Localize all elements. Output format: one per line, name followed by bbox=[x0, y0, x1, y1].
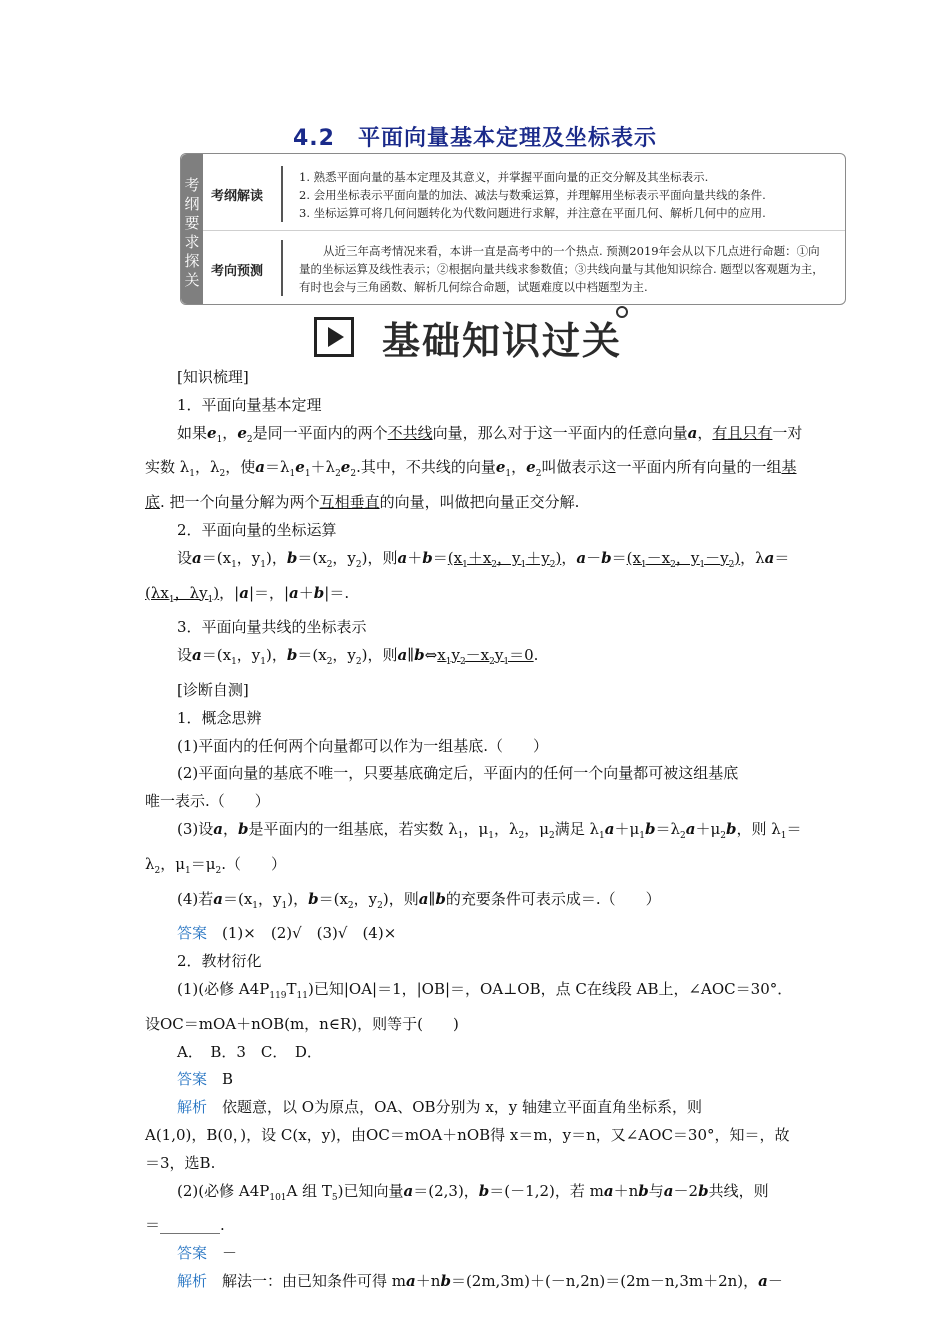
question-4: (4)若$a=(x_1$，$y_1$)，$b=(x_2$，$y_2$)，则a∥b的充要条件可表示成＝.（ ） bbox=[177, 889, 661, 911]
question-2-cont: 唯一表示.（ ） bbox=[145, 792, 270, 811]
coordinate-paragraph: 设$a=(x_1$，$y_1$)，$b=(x_2$，$y_2$)，则$a+b=(x_1+x_2$，$y_1+y_2$)，$a-b=(x_1-x_2$，$y_1-y_2$)，$\lambda a=(\lambda x_1$，$\lambda y_1$)，|a|＝，|a＋b|＝. bbox=[145, 548, 790, 605]
topic-heading: 2．教材衍化 bbox=[177, 952, 262, 971]
topic-heading: 1．平面向量基本定理 bbox=[177, 395, 322, 414]
row-divider bbox=[281, 240, 283, 296]
forecast-text bbox=[299, 242, 835, 296]
topic-heading: 2．平面向量的坐标运算 bbox=[177, 520, 337, 539]
answer-options: A． B．3 C． D． bbox=[177, 1042, 322, 1061]
exam-outline-box bbox=[180, 153, 846, 305]
row-divider bbox=[281, 166, 283, 222]
forecast-line: 量的坐标运算及线性表示；②根据向量共线求参数值；③共线向量与其他知识综合. 题型以客观题为主， bbox=[299, 262, 824, 276]
section-heading: [诊断自测] bbox=[177, 680, 249, 699]
answer-line: 答案 － bbox=[177, 1244, 238, 1263]
outline-line: 3. 坐标运算可将几何问题转化为代数问题进行求解，并注意在平面几何、解析几何中的应用. bbox=[299, 206, 766, 220]
topic-heading: 3．平面向量共线的坐标表示 bbox=[177, 618, 367, 637]
answer-line: 答案 B bbox=[177, 1070, 234, 1089]
page-title: 4.2 平面向量基本定理及坐标表示 bbox=[293, 126, 657, 151]
textbook-question-2-cont: ＝________. bbox=[145, 1216, 225, 1235]
theorem-paragraph: 如果$e_1$，$e_2$是同一平面内的两个不共线向量，那么对于这一平面内的任意向量a，有且只有一对实数 $\lambda_1$，$\lambda_2$，使$a=\lambda_1e_1+\lambda_2e_2$.其中，不共线的向量$e_1$，$e_2$叫做表示这一平面内所有向量的一组基底. 把一个向量分解为两个互相垂直的向量，叫做把向量正交分解. bbox=[145, 423, 803, 512]
banner-title bbox=[382, 310, 622, 365]
textbook-question-1: (1)(必修 $A4P_{119}T_{11}$)已知|OA|＝1，|OB|＝，OA⊥OB，点 C在线段 AB上，∠AOC＝30°． bbox=[177, 979, 793, 1001]
row-label-forecast: 考向预测 bbox=[211, 264, 264, 279]
forecast-line: 有时也会与三角函数、解析几何综合命题，试题难度以中档题型为主. bbox=[299, 280, 648, 294]
explanation-line: ＝3，选B. bbox=[145, 1153, 216, 1172]
forecast-line: 从近三年高考情况来看，本讲一直是高考中的一个热点. 预测2019年会从以下几点进行命题：①向 bbox=[323, 244, 820, 258]
answer-line: 答案 (1)× (2)√ (3)√ (4)× bbox=[177, 924, 397, 943]
outline-line: 2. 会用坐标表示平面向量的加法、减法与数乘运算，并理解用坐标表示平面向量共线的条件. bbox=[299, 188, 766, 202]
side-label: 考纲要求探关 bbox=[181, 154, 203, 304]
question-3: (3)设a，b是平面内的一组基底，若实数 $\lambda_1$，$\mu_1$，$\lambda_2$，$\mu_2$满足 $\lambda_1a+\mu_1b=\lambda_2a+\mu_2b$，则 $\lambda_1=\lambda_2$，$\mu_1=\mu_2$.（ ） bbox=[145, 819, 802, 876]
question-2: (2)平面向量的基底不唯一，只要基底确定后，平面内的任何一个向量都可被这组基底 bbox=[177, 764, 739, 783]
outline-text bbox=[299, 168, 835, 222]
explanation-line: 解析 依题意，以 O为原点，OA、OB分别为 x，y 轴建立平面直角坐标系，则 bbox=[177, 1098, 703, 1117]
section-heading: [知识梳理] bbox=[177, 368, 249, 386]
row-separator bbox=[203, 230, 845, 231]
question-1: (1)平面内的任何两个向量都可以作为一组基底.（ ） bbox=[177, 736, 549, 755]
topic-heading: 1．概念思辨 bbox=[177, 708, 262, 727]
main-content bbox=[145, 364, 809, 1296]
target-icon bbox=[616, 306, 628, 318]
textbook-question-2: (2)(必修 $A4P_{101}A$ 组 $T_5$)已知向量a＝(2,3)，b＝(－1,2)，若 ma＋nb与a－2b共线，则 bbox=[177, 1181, 769, 1203]
outline-line: 1. 熟悉平面向量的基本定理及其意义，并掌握平面向量的正交分解及其坐标表示. bbox=[299, 170, 709, 184]
explanation-line: A(1,0)，B(0，)，设 C(x，y)，由OC＝mOA＋nOB得 x＝m，y＝n，又∠AOC＝30°，知＝，故 bbox=[145, 1125, 790, 1144]
row-label-outline: 考纲解读 bbox=[211, 189, 264, 204]
play-icon bbox=[314, 317, 354, 357]
collinear-paragraph: 设$a=(x_1$，$y_1$)，$b=(x_2$，$y_2$)，则$a\parallel b\Leftrightarrow x_1y_2-x_2y_1=0$. bbox=[177, 646, 539, 668]
banner-text: 基础知识过关 bbox=[382, 318, 623, 363]
section-banner bbox=[314, 314, 623, 363]
textbook-question-1-cont: 设OC＝mOA＋nOB(m，n∈R)，则等于( ) bbox=[145, 1014, 459, 1033]
explanation-line: 解析 解法一：由已知条件可得 ma＋nb＝(2m,3m)＋(－n,2n)＝(2m－n,3m＋2n)，a－ bbox=[177, 1271, 783, 1290]
